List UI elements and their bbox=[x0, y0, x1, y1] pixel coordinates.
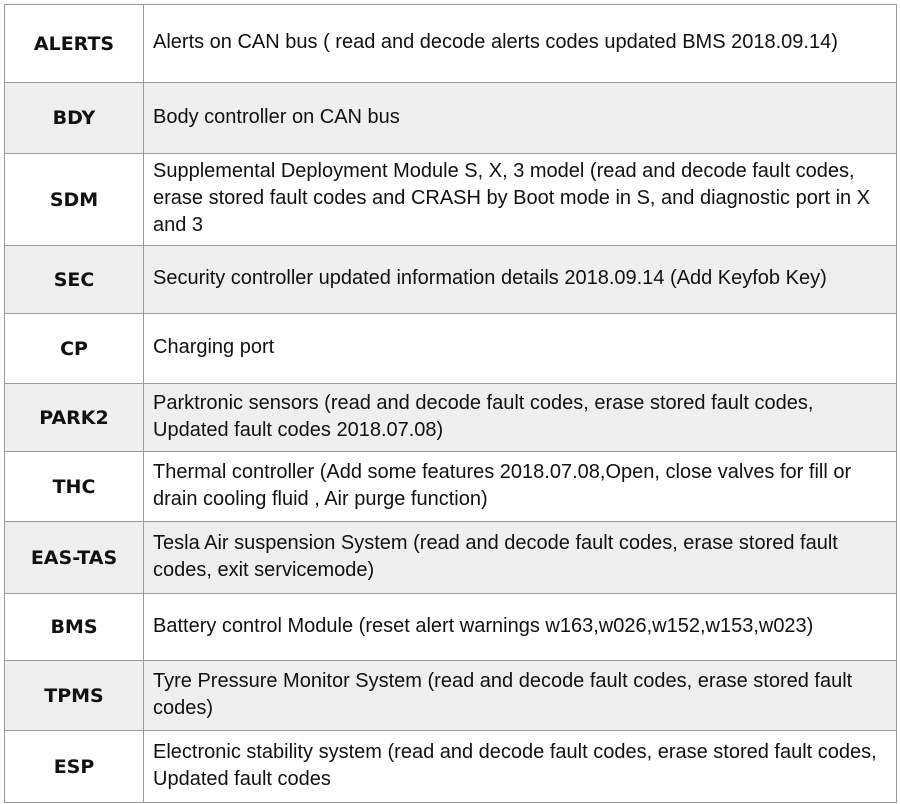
module-description: Supplemental Deployment Module S, X, 3 model (read and decode fault codes, erase stored fault codes and CRASH by Boot mode in S, and diagnostic port in X and 3 bbox=[144, 154, 897, 246]
module-code: BMS bbox=[5, 594, 144, 661]
module-table bbox=[4, 4, 897, 803]
table-row bbox=[5, 384, 897, 452]
module-code: SEC bbox=[5, 246, 144, 314]
table-row bbox=[5, 83, 897, 154]
module-code: PARK2 bbox=[5, 384, 144, 452]
module-description: Thermal controller (Add some features 2018.07.08,Open, close valves for fill or drain cooling fluid , Air purge function) bbox=[144, 452, 897, 522]
module-code: SDM bbox=[5, 154, 144, 246]
module-description: Charging port bbox=[144, 314, 897, 384]
table-row bbox=[5, 731, 897, 803]
module-description: Alerts on CAN bus ( read and decode alerts codes updated BMS 2018.09.14) bbox=[144, 5, 897, 83]
module-code: EAS-TAS bbox=[5, 522, 144, 594]
table-row bbox=[5, 5, 897, 83]
table-row bbox=[5, 314, 897, 384]
module-code: THC bbox=[5, 452, 144, 522]
table-row bbox=[5, 154, 897, 246]
module-code: BDY bbox=[5, 83, 144, 154]
module-description: Body controller on CAN bus bbox=[144, 83, 897, 154]
module-code: ESP bbox=[5, 731, 144, 803]
module-description: Security controller updated information details 2018.09.14 (Add Keyfob Key) bbox=[144, 246, 897, 314]
module-description: Tyre Pressure Monitor System (read and decode fault codes, erase stored fault codes) bbox=[144, 661, 897, 731]
module-code: ALERTS bbox=[5, 5, 144, 83]
table-row bbox=[5, 246, 897, 314]
table-row bbox=[5, 661, 897, 731]
module-description: Electronic stability system (read and decode fault codes, erase stored fault codes, Updated fault codes bbox=[144, 731, 897, 803]
module-description: Battery control Module (reset alert warnings w163,w026,w152,w153,w023) bbox=[144, 594, 897, 661]
module-code: CP bbox=[5, 314, 144, 384]
module-description: Parktronic sensors (read and decode fault codes, erase stored fault codes, Updated fault codes 2018.07.08) bbox=[144, 384, 897, 452]
table-row bbox=[5, 452, 897, 522]
module-description: Tesla Air suspension System (read and decode fault codes, erase stored fault codes, exit servicemode) bbox=[144, 522, 897, 594]
table-row bbox=[5, 522, 897, 594]
module-code: TPMS bbox=[5, 661, 144, 731]
module-table-body bbox=[5, 5, 897, 803]
table-row bbox=[5, 594, 897, 661]
